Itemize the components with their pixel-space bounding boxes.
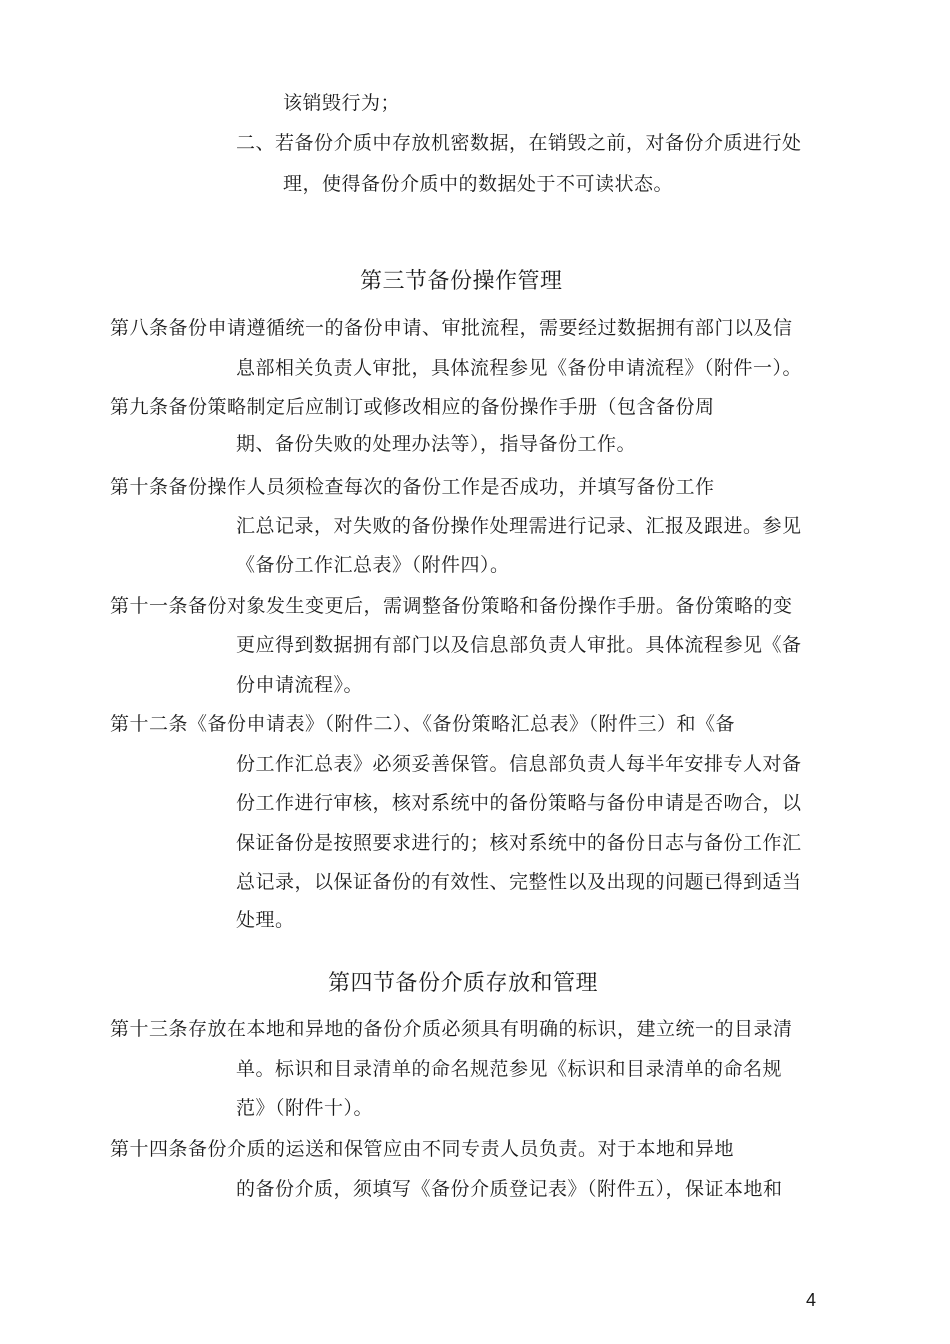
article-line: 范》（附件十）。 <box>236 1097 374 1119</box>
article-line: 第十四条备份介质的运送和保管应由不同专责人员负责。对于本地和异地 <box>110 1138 735 1160</box>
article-line: 第十条备份操作人员须检查每次的备份工作是否成功，并填写备份工作 <box>110 476 715 498</box>
article-line: 份申请流程》。 <box>236 674 364 696</box>
article-line: 第十一条备份对象发生变更后，需调整备份策略和备份操作手册。备份策略的变 <box>110 595 793 617</box>
article-line: 《备份工作汇总表》（附件四）。 <box>236 554 510 576</box>
article-line: 息部相关负责人审批，具体流程参见《备份申请流程》（附件一）。 <box>236 357 803 379</box>
article-line: 第九条备份策略制定后应制订或修改相应的备份操作手册（包含备份周 <box>110 396 715 418</box>
article-line: 总记录，以保证备份的有效性、完整性以及出现的问题已得到适当 <box>236 871 802 893</box>
article-line: 处理。 <box>236 909 295 931</box>
page-number: 4 <box>806 1290 817 1310</box>
article-line: 第八条备份申请遵循统一的备份申请、审批流程，需要经过数据拥有部门以及信 <box>110 317 793 339</box>
article-line: 份工作进行审核，核对系统中的备份策略与备份申请是否吻合，以 <box>236 792 802 814</box>
article-line: 单。标识和目录清单的命名规范参见《标识和目录清单的命名规 <box>236 1058 783 1080</box>
paragraph-line: 该销毁行为； <box>283 92 401 114</box>
article-line: 份工作汇总表》必须妥善保管。信息部负责人每半年安排专人对备 <box>236 753 802 775</box>
section-heading: 第三节备份操作管理 <box>360 269 563 294</box>
article-line: 第十二条《备份申请表》（附件二）、《备份策略汇总表》（附件三）和《备 <box>110 713 736 735</box>
article-line: 更应得到数据拥有部门以及信息部负责人审批。具体流程参见《备 <box>236 634 802 656</box>
article-line: 的备份介质，须填写《备份介质登记表》（附件五），保证本地和 <box>236 1178 783 1200</box>
paragraph-line: 理，使得备份介质中的数据处于不可读状态。 <box>283 173 674 195</box>
section-heading: 第四节备份介质存放和管理 <box>328 971 599 996</box>
paragraph-line: 二、若备份介质中存放机密数据，在销毁之前，对备份介质进行处 <box>236 132 802 154</box>
article-line: 汇总记录，对失败的备份操作处理需进行记录、汇报及跟进。参见 <box>236 515 802 537</box>
article-line: 第十三条存放在本地和异地的备份介质必须具有明确的标识，建立统一的目录清 <box>110 1018 793 1040</box>
article-line: 保证备份是按照要求进行的；核对系统中的备份日志与备份工作汇 <box>236 832 802 854</box>
article-line: 期、备份失败的处理办法等），指导备份工作。 <box>236 433 637 455</box>
